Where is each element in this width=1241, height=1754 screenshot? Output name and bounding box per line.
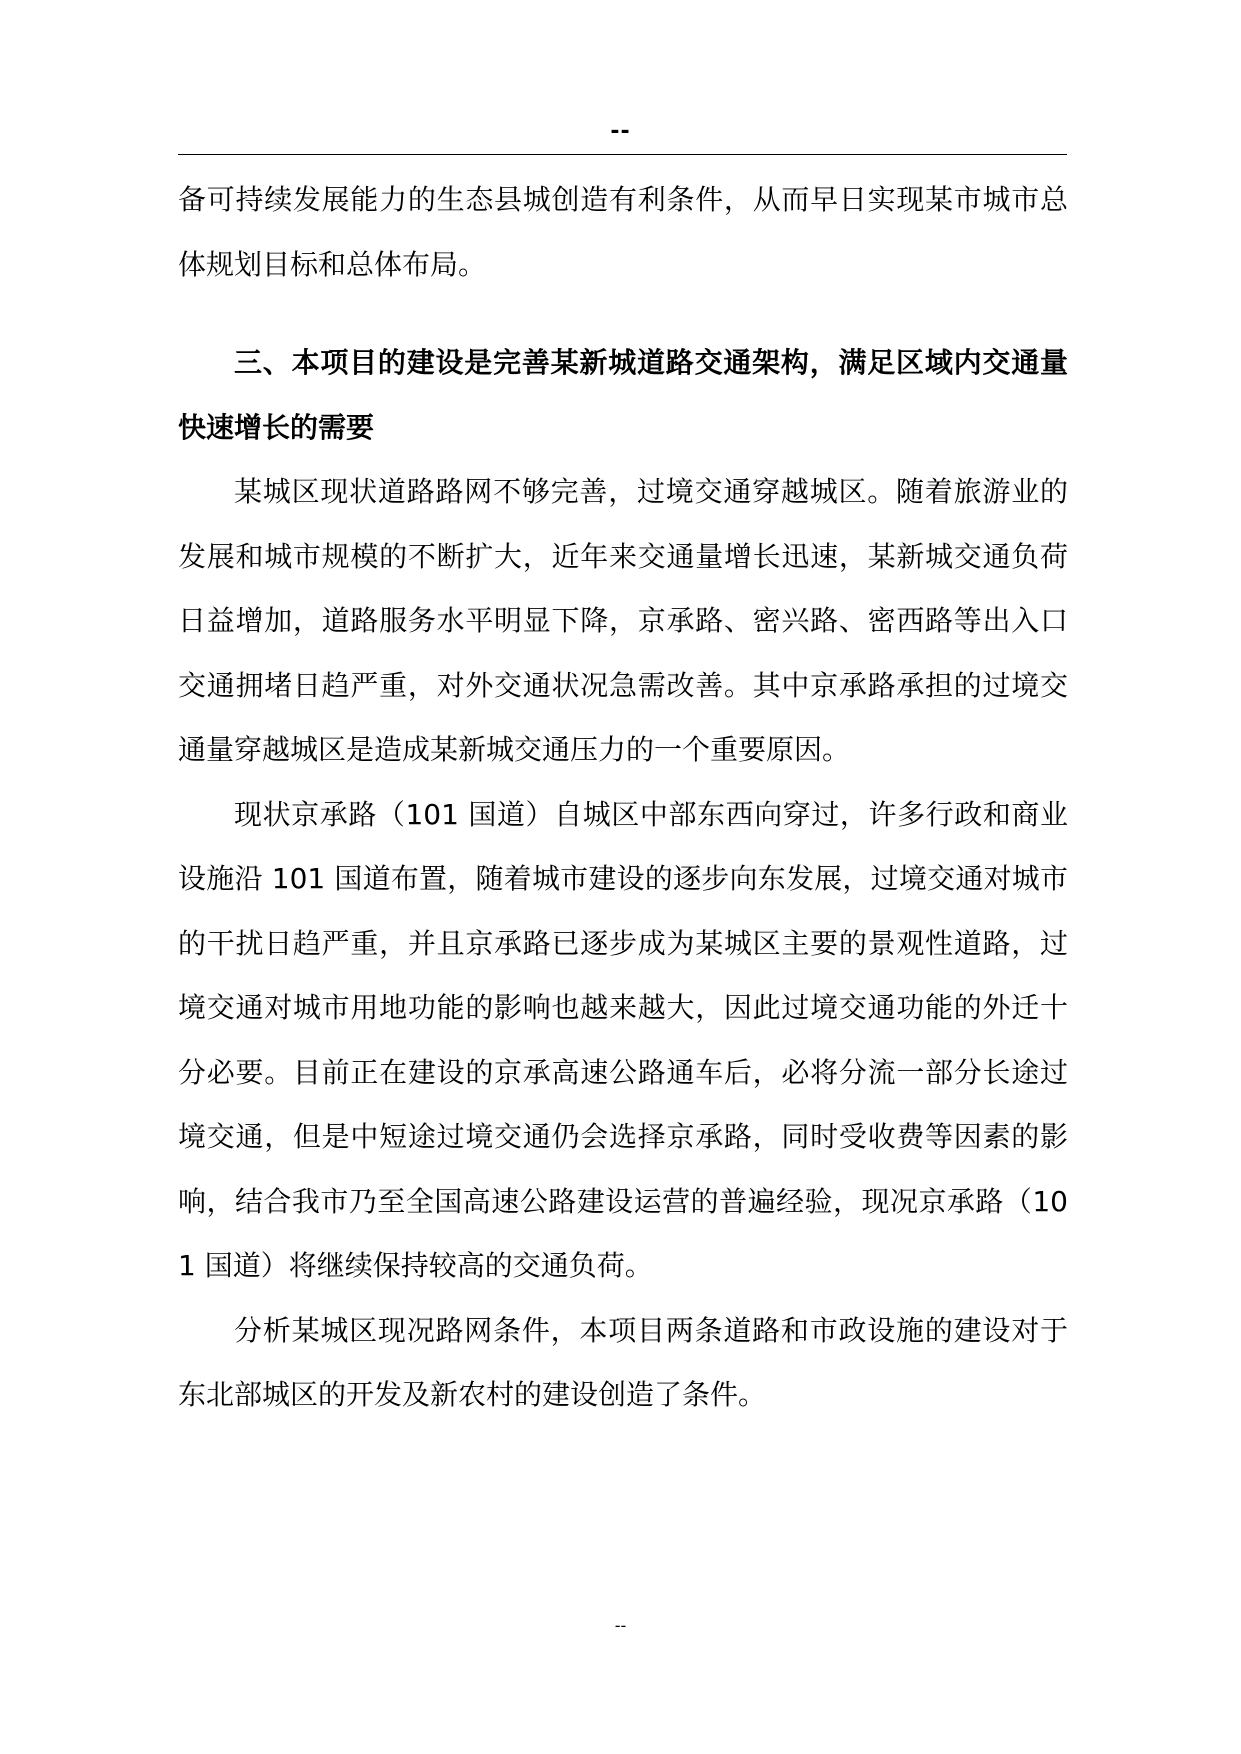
page-footer-mark: -- bbox=[614, 1616, 627, 1635]
body-paragraph-1: 某城区现状道路路网不够完善，过境交通穿越城区。随着旅游业的发展和城市规模的不断扩大，近年来交通量增长迅速，某新城交通负荷日益增加，道路服务水平明显下降，京承路、密兴路、密西路等出入口交通拥堵日趋严重，对外交通状况急需改善。其中京承路承担的过境交通量穿越城区是造成某新城交通压力的一个重要原因。 bbox=[178, 475, 1068, 766]
document-body bbox=[178, 168, 1068, 1428]
body-paragraph-2: 现状京承路（101 国道）自城区中部东西向穿过，许多行政和商业设施沿 101 国道布置，随着城市建设的逐步向东发展，过境交通对城市的干扰日趋严重，并且京承路已逐步成为某城区主要的景观性道路，过境交通对城市用地功能的影响也越来越大，因此过境交通功能的外迁十分必要。目前正在建设的京承高速公路通车后，必将分流一部分长途过境交通，但是中短途过境交通仍会选择京承路，同时受收费等因素的影响，结合我市乃至全国高速公路建设运营的普遍经验，现况京承路（101 国道）将继续保持较高的交通负荷。 bbox=[178, 797, 1068, 1282]
section-heading: 三、本项目的建设是完善某新城道路交通架构，满足区域内交通量快速增长的需要 bbox=[178, 346, 1068, 444]
header-divider bbox=[178, 154, 1067, 155]
page-header-mark: -- bbox=[610, 119, 631, 144]
body-paragraph-3: 分析某城区现况路网条件，本项目两条道路和市政设施的建设对于东北部城区的开发及新农村的建设创造了条件。 bbox=[178, 1313, 1068, 1411]
continued-paragraph: 备可持续发展能力的生态县城创造有利条件，从而早日实现某市城市总体规划目标和总体布局。 bbox=[178, 183, 1068, 281]
